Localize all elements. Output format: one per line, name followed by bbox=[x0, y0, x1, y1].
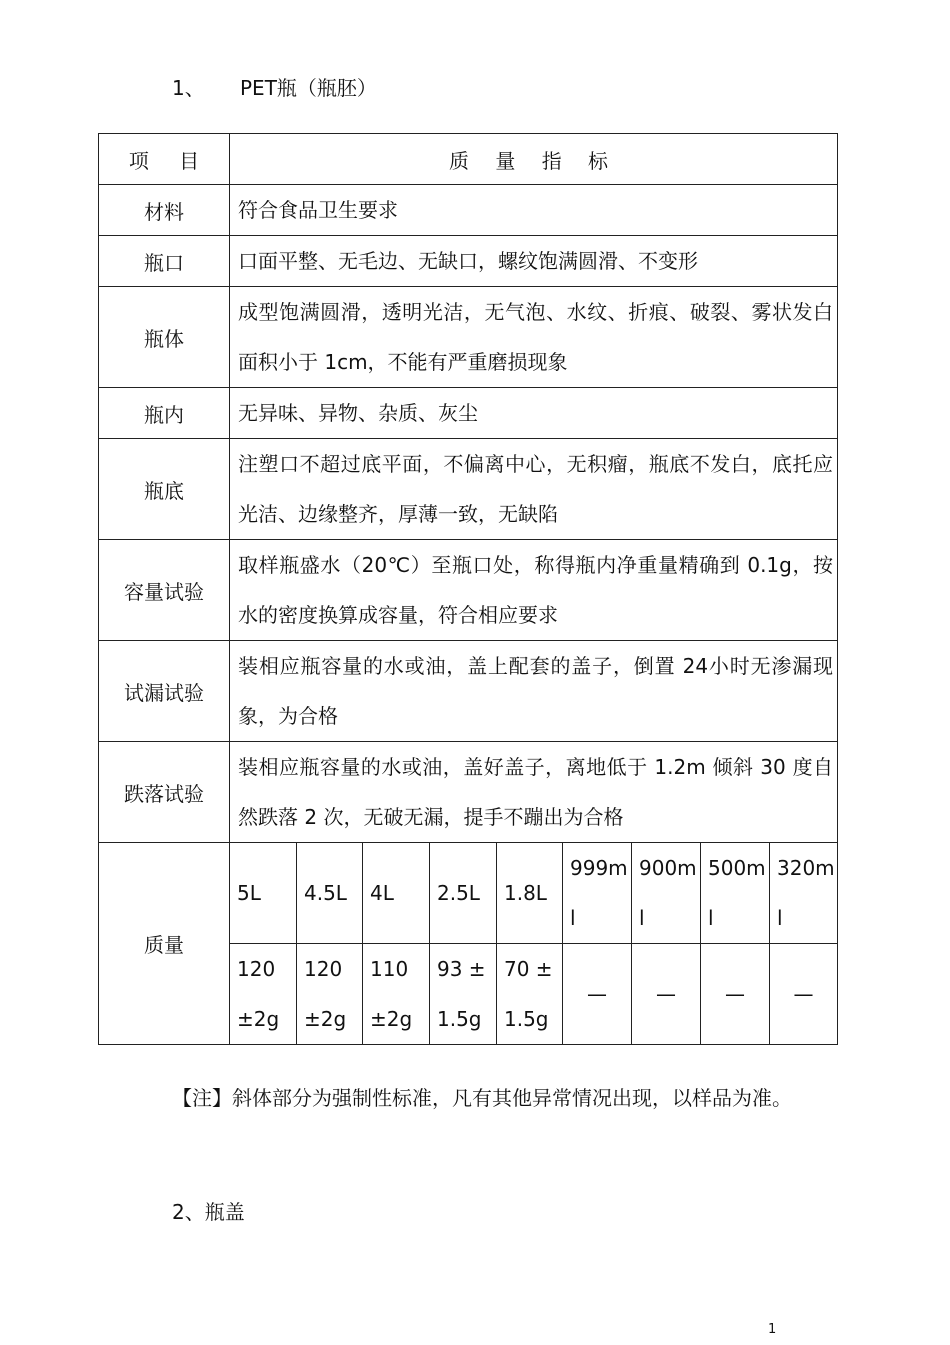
row-text: 成型饱满圆滑，透明光洁，无气泡、水纹、折痕、破裂、雾状发白面积小于 1cm，不能有严重磨损现象 bbox=[230, 287, 838, 388]
row-text: 取样瓶盛水（20℃）至瓶口处，称得瓶内净重量精确到 0.1g，按水的密度换算成容量，符合相应要求 bbox=[230, 540, 838, 641]
weight-cell: 70 ± 1.5g bbox=[497, 944, 563, 1045]
table-row bbox=[99, 185, 838, 236]
header-indicator: 质 量 指 标 bbox=[230, 134, 838, 185]
row-text: 无异味、异物、杂质、灰尘 bbox=[230, 388, 838, 439]
row-text: 符合食品卫生要求 bbox=[230, 185, 838, 236]
section-1-number: 1、 bbox=[172, 76, 205, 100]
row-item: 试漏试验 bbox=[99, 641, 230, 742]
section-1-heading bbox=[172, 72, 377, 101]
capacity-cell: 4L bbox=[363, 843, 430, 944]
weight-cell: — bbox=[632, 944, 701, 1045]
note-paragraph: 【注】斜体部分为强制性标准，凡有其他异常情况出现，以样品为准。 bbox=[172, 1086, 792, 1110]
weight-cell: 120 ±2g bbox=[230, 944, 297, 1045]
table-row bbox=[99, 236, 838, 287]
capacity-cell: 1.8L bbox=[497, 843, 563, 944]
capacity-cell: 320ml bbox=[770, 843, 838, 944]
page-number: 1 bbox=[768, 1322, 777, 1337]
table-row bbox=[99, 641, 838, 742]
table-row bbox=[99, 439, 838, 540]
table-row bbox=[99, 287, 838, 388]
capacity-cell: 4.5L bbox=[297, 843, 363, 944]
mass-item: 质量 bbox=[99, 843, 230, 1045]
capacity-cell: 999ml bbox=[563, 843, 632, 944]
row-text: 装相应瓶容量的水或油，盖上配套的盖子，倒置 24小时无渗漏现象，为合格 bbox=[230, 641, 838, 742]
weight-cell: 120 ±2g bbox=[297, 944, 363, 1045]
table-header-row bbox=[99, 134, 838, 185]
weight-cell: — bbox=[770, 944, 838, 1045]
section-1-title: PET瓶（瓶胚） bbox=[240, 76, 377, 100]
row-text: 装相应瓶容量的水或油，盖好盖子，离地低于 1.2m 倾斜 30 度自然跌落 2 次，无破无漏，提手不蹦出为合格 bbox=[230, 742, 838, 843]
row-text: 注塑口不超过底平面，不偏离中心，无积瘤，瓶底不发白，底托应光洁、边缘整齐，厚薄一致，无缺陷 bbox=[230, 439, 838, 540]
capacity-cell: 2.5L bbox=[430, 843, 497, 944]
table-row bbox=[99, 388, 838, 439]
row-text: 口面平整、无毛边、无缺口，螺纹饱满圆滑、不变形 bbox=[230, 236, 838, 287]
row-item: 容量试验 bbox=[99, 540, 230, 641]
row-item: 跌落试验 bbox=[99, 742, 230, 843]
capacity-cell: 900ml bbox=[632, 843, 701, 944]
capacity-cell: 5L bbox=[230, 843, 297, 944]
table-row bbox=[99, 540, 838, 641]
weight-cell: 110 ±2g bbox=[363, 944, 430, 1045]
row-item: 瓶体 bbox=[99, 287, 230, 388]
header-item: 项 目 bbox=[99, 134, 230, 185]
quality-spec-table bbox=[98, 133, 838, 1045]
row-item: 瓶口 bbox=[99, 236, 230, 287]
weight-cell: 93 ± 1.5g bbox=[430, 944, 497, 1045]
row-item: 瓶底 bbox=[99, 439, 230, 540]
table-row bbox=[99, 742, 838, 843]
weight-cell: — bbox=[563, 944, 632, 1045]
mass-capacity-row bbox=[99, 843, 838, 944]
capacity-cell: 500ml bbox=[701, 843, 770, 944]
row-item: 瓶内 bbox=[99, 388, 230, 439]
section-2-heading: 2、瓶盖 bbox=[172, 1200, 245, 1224]
weight-cell: — bbox=[701, 944, 770, 1045]
row-item: 材料 bbox=[99, 185, 230, 236]
